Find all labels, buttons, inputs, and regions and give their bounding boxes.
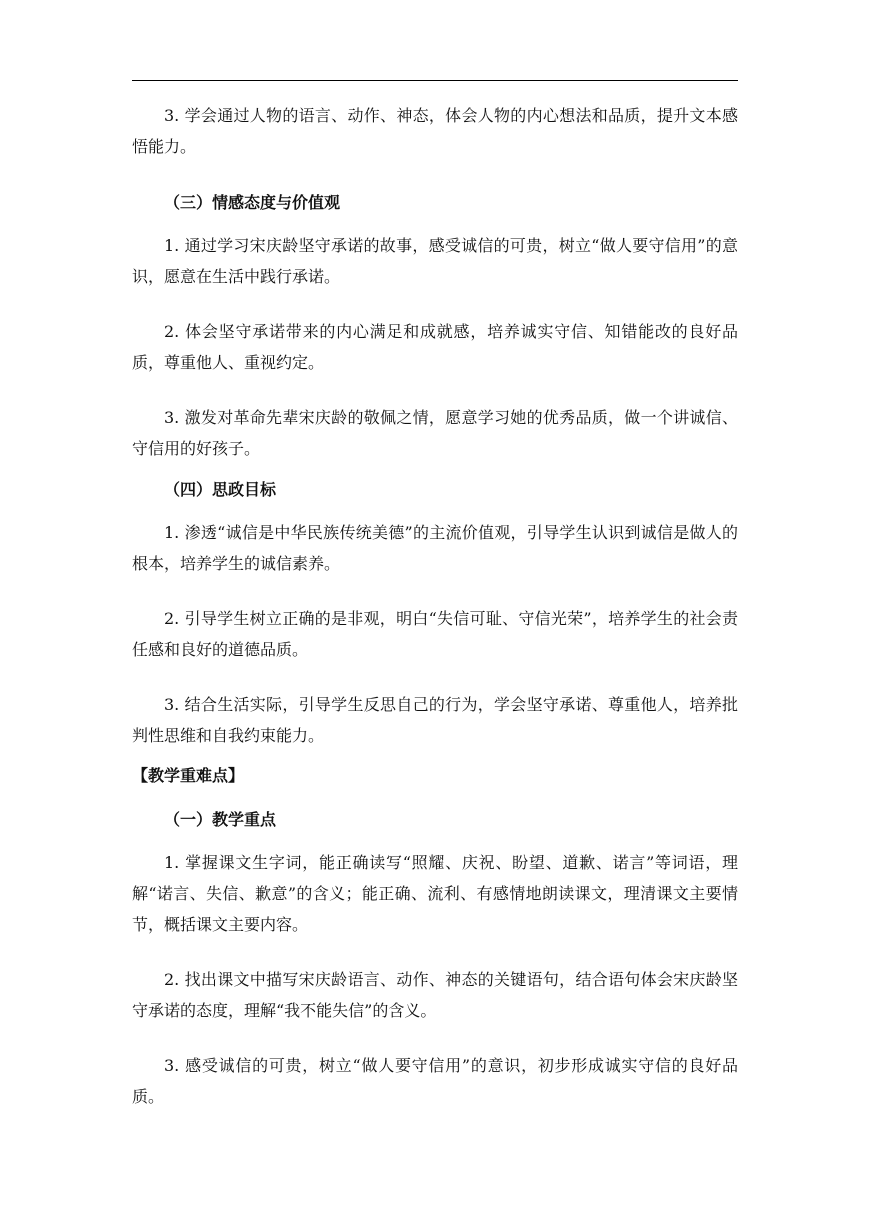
section-heading: （三）情感态度与价值观 — [164, 193, 341, 212]
section-heading: （四）思政目标 — [164, 480, 277, 499]
paragraph: 3. 结合生活实际，引导学生反思自己的行为，学会坚守承诺、尊重他人，培养批判性思维和自我约束能力。 — [132, 695, 738, 745]
chapter-heading: 【教学重难点】 — [132, 766, 245, 785]
paragraph: 2. 体会坚守承诺带来的内心满足和成就感，培养诚实守信、知错能改的良好品质，尊重他人、重视约定。 — [132, 322, 738, 372]
paragraph: 2. 找出课文中描写宋庆龄语言、动作、神态的关键语句，结合语句体会宋庆龄坚守承诺的态度，理解“我不能失信”的含义。 — [132, 970, 738, 1020]
paragraph: 1. 渗透“诚信是中华民族传统美德”的主流价值观，引导学生认识到诚信是做人的根本，培养学生的诚信素养。 — [132, 523, 738, 573]
paragraph: 3. 感受诚信的可贵，树立“做人要守信用”的意识，初步形成诚实守信的良好品质。 — [132, 1056, 738, 1106]
paragraph: 3. 激发对革命先辈宋庆龄的敬佩之情，愿意学习她的优秀品质，做一个讲诚信、守信用的好孩子。 — [132, 408, 738, 458]
paragraph: 1. 通过学习宋庆龄坚守承诺的故事，感受诚信的可贵，树立“做人要守信用”的意识，愿意在生活中践行承诺。 — [132, 236, 738, 286]
paragraph: 1. 掌握课文生字词，能正确读写“照耀、庆祝、盼望、道歉、诺言”等词语，理解“诺言、失信、歉意”的含义；能正确、流利、有感情地朗读课文，理清课文主要情节，概括课文主要内容。 — [132, 853, 738, 934]
header-rule — [132, 80, 738, 81]
paragraph: 2. 引导学生树立正确的是非观，明白“失信可耻、守信光荣”，培养学生的社会责任感和良好的道德品质。 — [132, 609, 738, 659]
section-heading: （一）教学重点 — [164, 810, 277, 829]
paragraph: 3. 学会通过人物的语言、动作、神态，体会人物的内心想法和品质，提升文本感悟能力。 — [132, 106, 738, 156]
